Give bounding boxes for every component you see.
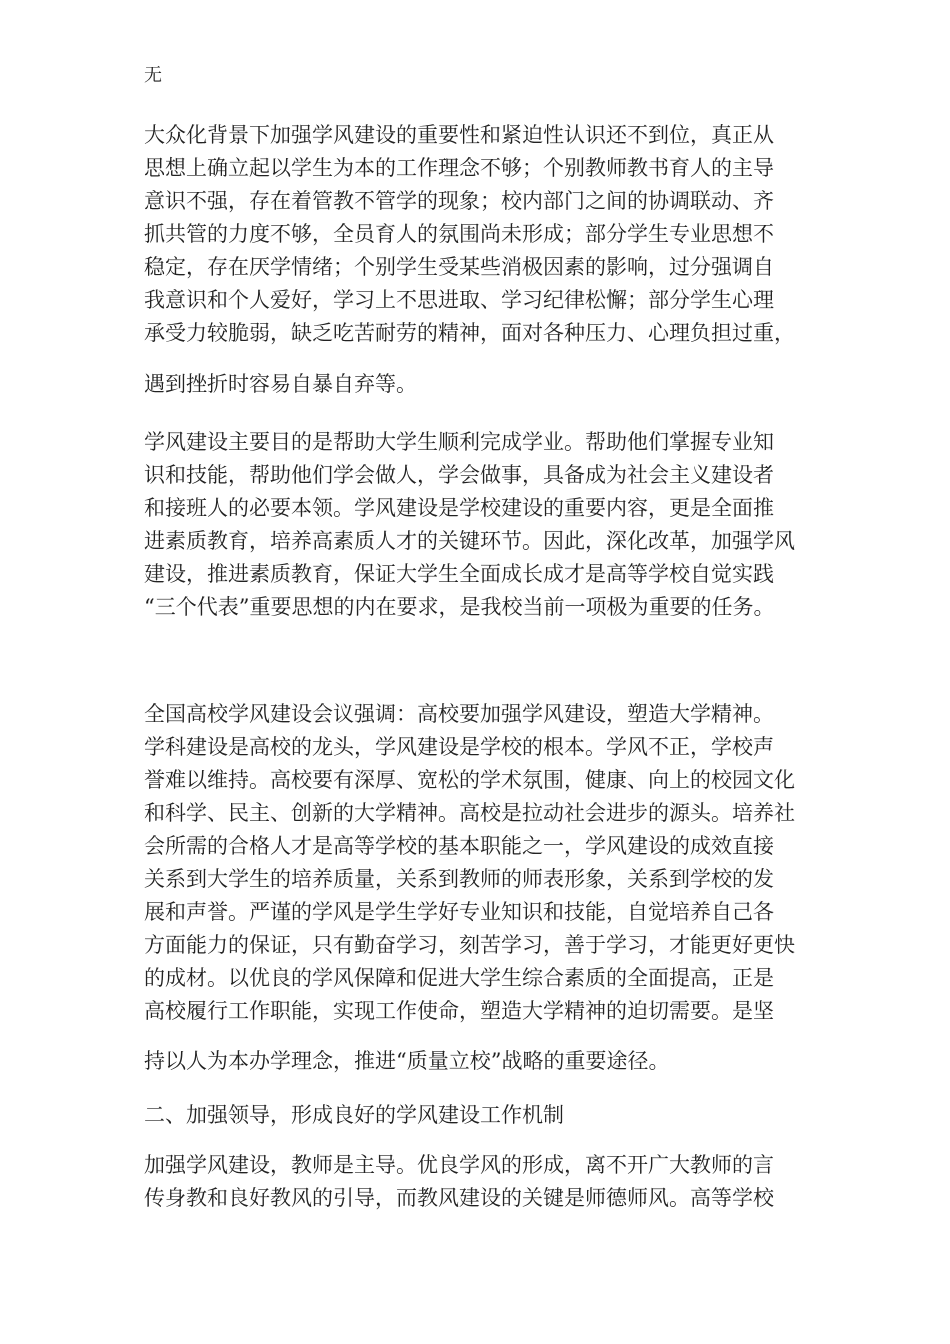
- paragraph-line: 会所需的合格人才是高等学校的基本职能之一，学风建设的成效直接: [144, 834, 774, 858]
- paragraph-line: 的成材。以优良的学风保障和促进大学生综合素质的全面提高，正是: [144, 966, 774, 990]
- paragraph-line: 全国高校学风建设会议强调：高校要加强学风建设，塑造大学精神。: [144, 702, 774, 726]
- paragraph-line: 方面能力的保证，只有勤奋学习，刻苦学习，善于学习，才能更好更快: [144, 933, 795, 957]
- paragraph-line: 加强学风建设，教师是主导。优良学风的形成，离不开广大教师的言: [144, 1153, 774, 1177]
- paragraph-line: 进素质教育，培养高素质人才的关键环节。因此，深化改革，加强学风: [144, 529, 795, 553]
- paragraph-line: 关系到大学生的培养质量，关系到教师的师表形象，关系到学校的发: [144, 867, 774, 891]
- paragraph-line: 高校履行工作职能，实现工作使命，塑造大学精神的迫切需要。是坚: [144, 999, 774, 1023]
- paragraph-line: 大众化背景下加强学风建设的重要性和紧迫性认识还不到位，真正从: [144, 123, 774, 147]
- paragraph-line: 思想上确立起以学生为本的工作理念不够；个别教师教书育人的主导: [144, 156, 774, 180]
- header-mark: 无: [144, 65, 162, 86]
- paragraph-line: 抓共管的力度不够，全员育人的氛围尚未形成；部分学生专业思想不: [144, 222, 774, 246]
- paragraph-line: 建设，推进素质教育，保证大学生全面成长成才是高等学校自觉实践: [144, 562, 774, 586]
- paragraph-line: 持以人为本办学理念，推进“质量立校”战略的重要途径。: [144, 1049, 670, 1073]
- paragraph-line: 誉难以维持。高校要有深厚、宽松的学术氛围，健康、向上的校园文化: [144, 768, 795, 792]
- paragraph-line: 承受力较脆弱，缺乏吃苦耐劳的精神，面对各种压力、心理负担过重，: [144, 321, 795, 345]
- paragraph-line: 我意识和个人爱好，学习上不思进取、学习纪律松懈；部分学生心理: [144, 288, 774, 312]
- paragraph-line: 学科建设是高校的龙头，学风建设是学校的根本。学风不正，学校声: [144, 735, 774, 759]
- paragraph-line: 和接班人的必要本领。学风建设是学校建设的重要内容，更是全面推: [144, 496, 774, 520]
- paragraph-line: 识和技能，帮助他们学会做人，学会做事，具备成为社会主义建设者: [144, 463, 774, 487]
- paragraph-line: 展和声誉。严谨的学风是学生学好专业知识和技能，自觉培养自己各: [144, 900, 774, 924]
- section-heading-text: 二、加强领导，形成良好的学风建设工作机制: [144, 1103, 564, 1127]
- paragraph-line: 传身教和良好教风的引导，而教风建设的关键是师德师风。高等学校: [144, 1186, 774, 1210]
- paragraph-line: 和科学、民主、创新的大学精神。高校是拉动社会进步的源头。培养社: [144, 801, 795, 825]
- paragraph-line: 稳定，存在厌学情绪；个别学生受某些消极因素的影响，过分强调自: [144, 255, 774, 279]
- paragraph-line: 意识不强，存在着管教不管学的现象；校内部门之间的协调联动、齐: [144, 189, 774, 213]
- paragraph-line: “三个代表”重要思想的内在要求，是我校当前一项极为重要的任务。: [144, 595, 775, 619]
- paragraph-line: 学风建设主要目的是帮助大学生顺利完成学业。帮助他们掌握专业知: [144, 430, 774, 454]
- paragraph-line: 遇到挫折时容易自暴自弃等。: [144, 372, 417, 396]
